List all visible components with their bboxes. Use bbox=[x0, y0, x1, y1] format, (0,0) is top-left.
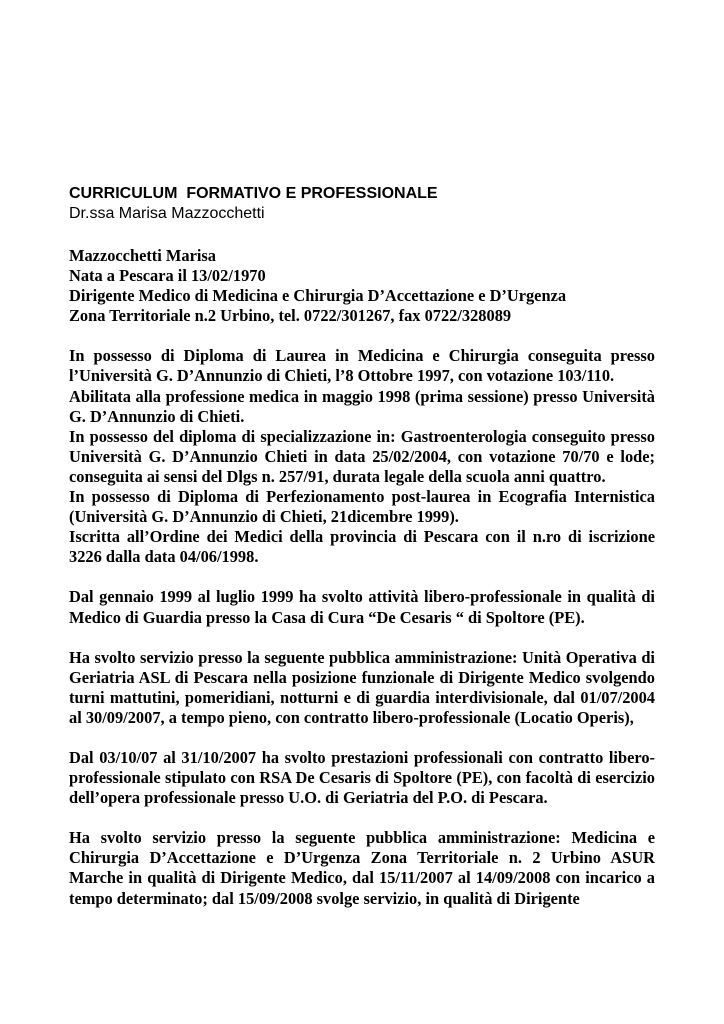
experience-section bbox=[69, 587, 655, 908]
document-title: CURRICULUM FORMATIVO E PROFESSIONALE bbox=[69, 185, 438, 202]
education-specialization: In possesso del diploma di specializzazione in: Gastroenterologia conseguito presso Università G. D’Annunzio Chieti in data 25/02/2004, con votazione 70/70 e lode; conseguita ai sensi del Dlgs n. 257/91, durata legale della scuola anni quattro. bbox=[69, 426, 655, 486]
spacer bbox=[69, 808, 655, 828]
education-degree: In possesso di Diploma di Laurea in Medicina e Chirurgia conseguita presso l’Università G. D’Annunzio di Chieti, l’8 Ottobre 1997, con votazione 103/110. bbox=[69, 346, 655, 386]
spacer bbox=[69, 628, 655, 648]
document-page bbox=[69, 184, 655, 909]
identity-block bbox=[69, 246, 655, 326]
spacer bbox=[69, 567, 655, 587]
education-registration: Iscritta all’Ordine dei Medici della provincia di Pescara con il n.ro di iscrizione 3226 dalla data 04/06/1998. bbox=[69, 527, 655, 567]
spacer bbox=[69, 728, 655, 748]
identity-name: Mazzocchetti Marisa bbox=[69, 246, 216, 265]
identity-role: Dirigente Medico di Medicina e Chirurgia D’Accettazione e D’Urgenza bbox=[69, 286, 567, 306]
identity-birth: Nata a Pescara il 13/02/1970 bbox=[69, 266, 266, 286]
education-license: Abilitata alla professione medica in maggio 1998 (prima sessione) presso Università G. D’Annunzio di Chieti. bbox=[69, 386, 655, 426]
experience-paragraph: Ha svolto servizio presso la seguente pubblica amministrazione: Unità Operativa di Geriatria ASL di Pescara nella posizione funzionale di Dirigente Medico svolgendo turni mattutini, pomeridiani, notturni e di guardia interdivisionale, dal 01/07/2004 al 30/09/2007, a tempo pieno, con contratto libero-professionale (Locatio Operis), bbox=[69, 647, 655, 727]
experience-paragraph: Dal 03/10/07 al 31/10/2007 ha svolto prestazioni professionali con contratto libero-professionale stipulato con RSA De Cesaris di Spoltore (PE), con facoltà di esercizio dell’opera professionale presso U.O. di Geriatria del P.O. di Pescara. bbox=[69, 747, 655, 808]
identity-contact: Zona Territoriale n.2 Urbino, tel. 0722/301267, fax 0722/328089 bbox=[69, 306, 512, 326]
document-subtitle: Dr.ssa Marisa Mazzocchetti bbox=[69, 205, 265, 222]
education-perfection: In possesso di Diploma di Perfezionamento post-laurea in Ecografia Internistica (Università G. D’Annunzio di Chieti, 21dicembre 1999). bbox=[69, 487, 655, 527]
spacer bbox=[69, 326, 655, 346]
experience-paragraph: Ha svolto servizio presso la seguente pubblica amministrazione: Medicina e Chirurgia D’Accettazione e D’Urgenza Zona Territoriale n. 2 Urbino ASUR Marche in qualità di Dirigente Medico, dal 15/11/2007 al 14/09/2008 con incarico a tempo determinato; dal 15/09/2008 svolge servizio, in qualità di Dirigente bbox=[69, 828, 655, 908]
experience-paragraph: Dal gennaio 1999 al luglio 1999 ha svolto attività libero-professionale in qualità di Medico di Guardia presso la Casa di Cura “De Cesaris “ di Spoltore (PE). bbox=[69, 587, 655, 627]
education-section bbox=[69, 346, 655, 567]
